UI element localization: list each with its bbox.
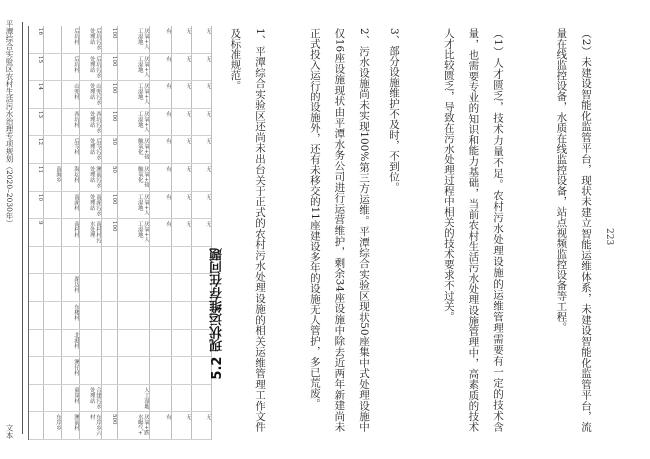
table-cell: 东岸乡六村 xyxy=(79,412,101,440)
table-cell: 有 xyxy=(149,109,171,137)
table-cell xyxy=(29,385,43,413)
table-cell: 有 xyxy=(149,54,171,82)
table-cell xyxy=(79,330,101,358)
table-cell: 后岑污水处理站 xyxy=(79,136,101,164)
table-cell: 后岑村 xyxy=(61,136,79,164)
table-cell: 无 xyxy=(191,81,211,109)
table-cell: 厌氧+人工湿地 xyxy=(117,26,149,54)
table-cell: 16 xyxy=(29,26,43,54)
table-cell: 无 xyxy=(171,81,191,109)
table-cell xyxy=(43,385,61,413)
table-cell: 50 xyxy=(101,136,117,164)
table-cell xyxy=(101,302,117,330)
table-cell xyxy=(43,109,61,137)
table-cell xyxy=(43,330,61,358)
table-cell: 有 xyxy=(149,81,171,109)
table-cell: 山兜村 xyxy=(61,81,79,109)
table-cell: 厌氧+人工湿地 xyxy=(117,192,149,220)
table-cell xyxy=(101,330,117,358)
table-cell: 12 xyxy=(29,136,43,164)
table-cell: 合建污水处理站 xyxy=(79,385,101,413)
table-cell: 无 xyxy=(191,412,211,440)
table-cell xyxy=(101,357,117,385)
header-rule xyxy=(22,22,23,434)
table-cell: 南村村 xyxy=(61,219,79,247)
table-cell: 南村村污水处理 xyxy=(79,219,101,247)
table-cell: 无 xyxy=(171,412,191,440)
table-cell: 海坛村 xyxy=(61,164,79,192)
table-cell: 有 xyxy=(149,26,171,54)
table-cell: 北港村 xyxy=(61,330,79,358)
table-cell xyxy=(117,247,149,275)
table-cell: 厌氧+跌水曝气+ xyxy=(117,412,149,440)
table-cell xyxy=(43,274,61,302)
table-cell xyxy=(43,247,61,275)
page-number: 223 xyxy=(604,228,614,246)
table-cell xyxy=(101,385,117,413)
table-cell xyxy=(101,274,117,302)
paragraph-1: 1、平潭综合实验区还尚未出台关于正式的农村污水处理设施的相关运维管理工作文件及标准规范。 xyxy=(229,28,266,432)
table-cell xyxy=(171,247,191,275)
table-cell xyxy=(79,302,101,330)
table-cell xyxy=(29,412,43,440)
table-column xyxy=(117,26,150,440)
table-cell xyxy=(43,302,61,330)
table-cell: 100 xyxy=(101,26,117,54)
table-cell: 50 xyxy=(101,164,117,192)
table-cell xyxy=(171,302,191,330)
table-cell: 厌氧+接触氧化 xyxy=(117,136,149,164)
table-cell xyxy=(29,357,43,385)
table-cell xyxy=(29,274,43,302)
table-cell xyxy=(149,385,171,413)
table-cell: 澳仔村 xyxy=(61,357,79,385)
table-cell: 100 xyxy=(101,54,117,82)
table-cell xyxy=(149,274,171,302)
table-cell: 10 xyxy=(29,192,43,220)
table-cell: 14 xyxy=(29,81,43,109)
table-column xyxy=(101,26,118,440)
table-cell: 无 xyxy=(171,54,191,82)
table-cell: 東岚村 xyxy=(61,385,79,413)
table-cell xyxy=(117,302,149,330)
table-cell: 后坑污水处理站 xyxy=(79,54,101,82)
table-cell: 100 xyxy=(101,109,117,137)
table-cell xyxy=(101,247,117,275)
paragraph-3: 3、部分设施维护不及时，不到位。 xyxy=(388,28,400,193)
table-cell: 东岸乡 xyxy=(43,412,61,440)
table-cell: 有 xyxy=(149,219,171,247)
table-cell: 厌氧+人工湿地 xyxy=(117,81,149,109)
table-cell: 无 xyxy=(191,164,211,192)
table-column xyxy=(149,26,172,440)
paragraph-2: 2、污水设施尚未实现100%第三方运维。平潭综合实验区现状50座集中式处理设施中仅16座设施现状由平潭水务公司进行运营维护，剩余34座设施中除去近两年新建尚未正式投入运行的设施外，还有未移交的11座建设多年的设施无人管护，多已荒废。 xyxy=(308,28,370,432)
table-cell: 100 xyxy=(101,81,117,109)
table-cell: 厌氧+人工湿地 xyxy=(117,219,149,247)
table-cell xyxy=(149,330,171,358)
table-cell: 西坑村 xyxy=(61,109,79,137)
table-column xyxy=(79,26,102,440)
table-cell: 南湖污水处理站 xyxy=(79,192,101,220)
table-cell: 11 xyxy=(29,164,43,192)
table-cell: 有 xyxy=(149,192,171,220)
table-cell: 湖边村 xyxy=(61,274,79,302)
table-cell: 无 xyxy=(171,136,191,164)
table-cell: 有 xyxy=(149,164,171,192)
table-cell: 有 xyxy=(149,412,171,440)
table-cell: 山兜污水处理站 xyxy=(79,81,101,109)
table-cell xyxy=(43,136,61,164)
table-cell xyxy=(43,219,61,247)
table-cell xyxy=(43,81,61,109)
table-cell: 厌氧+人工湿地 xyxy=(117,109,149,137)
table-cell: 无 xyxy=(171,164,191,192)
table-cell xyxy=(171,357,191,385)
running-header-title: 平潭综合实验区农村生活污水治理专项规划（2020–2030年） xyxy=(5,20,14,227)
table-cell: 澳前村 xyxy=(61,412,79,440)
table-cell: 后坑村 xyxy=(61,54,79,82)
table-cell: 东楼村 xyxy=(61,302,79,330)
paragraph-4: （1）人才匮乏，技术力量不足。农村污水处理设施的运维管理需要有一定的技术含量，也需要专业的知识和能力基础，当前农村生活污水处理设施管理中，高素质的技术人才比较匮乏，导致在污水处理过程中相关的技术要求不过关。 xyxy=(442,28,504,432)
table-cell: 后坑村 xyxy=(61,26,79,54)
table-cell xyxy=(117,330,149,358)
table-cell: 厌氧+人工湿地 xyxy=(117,54,149,82)
table-cell: 无 xyxy=(171,192,191,220)
table-cell xyxy=(149,302,171,330)
table-cell xyxy=(171,274,191,302)
table-cell xyxy=(43,54,61,82)
table-cell xyxy=(117,357,149,385)
running-header-label: 文本 xyxy=(5,424,14,439)
table-cell: 人工湿地 xyxy=(117,385,149,413)
table-cell xyxy=(149,247,171,275)
table-column xyxy=(171,26,192,440)
table-cell: 后坑污水处理站 xyxy=(79,26,101,54)
table-cell: 南海乡 xyxy=(43,164,61,192)
table-cell xyxy=(43,26,61,54)
table-cell xyxy=(29,247,43,275)
table-cell: 500 xyxy=(101,412,117,440)
table-column xyxy=(29,26,44,440)
table-cell: 9 xyxy=(29,219,43,247)
table-cell xyxy=(149,357,171,385)
section-heading: 5.2 现状运维存在问题 xyxy=(210,248,225,380)
table-cell: 无 xyxy=(191,109,211,137)
table-cell: 100 xyxy=(101,192,117,220)
table-cell xyxy=(29,302,43,330)
table-cell: 厌氧+接触氧化 xyxy=(117,164,149,192)
table-cell: 无 xyxy=(191,192,211,220)
table-cell: 无 xyxy=(191,219,211,247)
table-cell: 无 xyxy=(171,26,191,54)
table-column xyxy=(43,26,62,440)
table-cell: 澳前污水处理站 xyxy=(79,164,101,192)
table-cell: 无 xyxy=(171,109,191,137)
table-column xyxy=(61,26,80,440)
table-cell: 100 xyxy=(101,219,117,247)
table-cell xyxy=(43,192,61,220)
table-cell xyxy=(61,247,79,275)
table-cell xyxy=(79,357,101,385)
table-cell xyxy=(171,385,191,413)
table-cell: 15 xyxy=(29,54,43,82)
table-cell: 无 xyxy=(191,54,211,82)
table-cell: 西坑污水处理站 xyxy=(79,109,101,137)
table-cell xyxy=(171,330,191,358)
table-cell: 有 xyxy=(149,136,171,164)
table-cell xyxy=(117,274,149,302)
table-cell: 南湖村 xyxy=(61,192,79,220)
table-cell: 无 xyxy=(191,136,211,164)
table-cell xyxy=(29,330,43,358)
paragraph-5: （2）未建设智能化监管平台，现状未建立智能运维体系，未建设智能化监管平台，流量在线监控设备，水质在线监控设备，站点视频监控设备等工程。 xyxy=(555,28,592,432)
table-cell xyxy=(191,385,211,413)
table-cell: 无 xyxy=(191,26,211,54)
table-cell xyxy=(79,274,101,302)
table-cell xyxy=(43,357,61,385)
table-cell xyxy=(79,247,101,275)
facility-table xyxy=(28,26,212,440)
table-cell: 无 xyxy=(171,219,191,247)
table-cell: 13 xyxy=(29,109,43,137)
